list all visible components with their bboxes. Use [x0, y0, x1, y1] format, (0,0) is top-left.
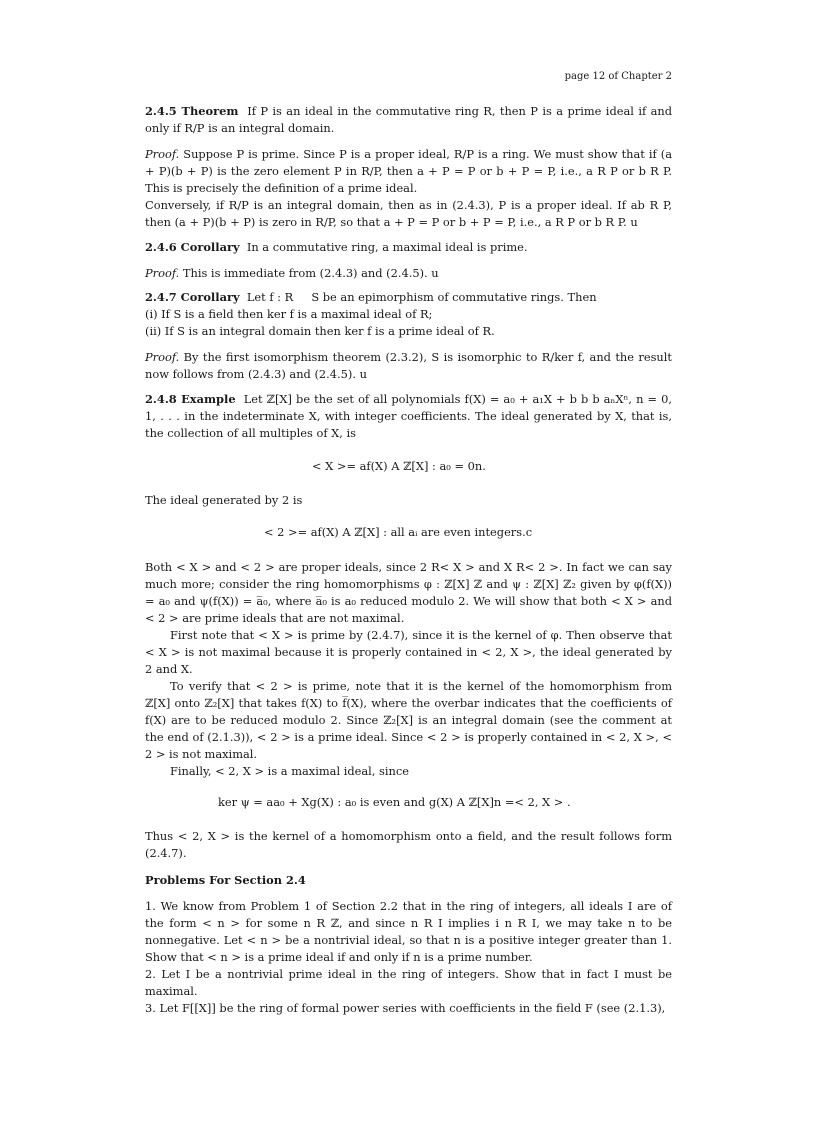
page-header: page 12 of Chapter 2 [564, 71, 672, 82]
problems-list [145, 898, 672, 1017]
corollary-2-4-7 [145, 289, 672, 340]
proof-label: Proof. [145, 147, 180, 161]
problems-heading: Problems For Section 2.4 [145, 873, 306, 887]
corollary-label: 2.4.6 Corollary [145, 240, 240, 254]
proof-2-4-6 [145, 265, 672, 282]
example-discussion [145, 559, 672, 780]
paragraph: Both < X > and < 2 > are proper ideals, since 2 R< X > and X R< 2 >. In fact we can say much more; consider the ring homomorphisms φ : ℤ[X] ℤ and ψ : ℤ[X] ℤ₂ given by φ(f(X)) = a₀ and ψ(f(X)) = a̅₀, where a̅₀ is a₀ reduced modulo 2. We will show that both < X > and < 2 > are prime ideals that are not maximal. [145, 560, 672, 625]
equation-ker-psi: ker ψ = aa₀ + Xg(X) : a₀ is even and g(X) A ℤ[X]n =< 2, X > . [218, 795, 571, 809]
proof-label: Proof. [145, 266, 180, 280]
corollary-item-i: (i) If S is a field then ker f is a maximal ideal of R; [145, 307, 433, 321]
theorem-text: If P is an ideal in the commutative ring R, then P is a prime ideal if and only if R/P is an integral domain. [145, 104, 673, 135]
corollary-item-ii: (ii) If S is an integral domain then ker f is a prime ideal of R. [145, 324, 495, 338]
problem-item: 3. Let F[[X]] be the ring of formal power series with coefficients in the field F (see (2.1.3), [145, 1001, 666, 1015]
corollary-2-4-6 [145, 239, 672, 256]
ideal-2-intro: The ideal generated by 2 is [145, 493, 303, 507]
example-label: 2.4.8 Example [145, 392, 236, 406]
proof-label: Proof. [145, 350, 180, 364]
equation-ideal-2: < 2 >= af(X) A ℤ[X] : all aᵢ are even integers.c [264, 525, 533, 539]
paragraph: Finally, < 2, X > is a maximal ideal, since [170, 764, 410, 778]
proof-2-4-5 [145, 146, 672, 231]
corollary-text: In a commutative ring, a maximal ideal is prime. [246, 240, 528, 254]
proof-text: This is immediate from (2.4.3) and (2.4.5). u [182, 266, 439, 280]
proof-para-1: Suppose P is prime. Since P is a proper ideal, R/P is a ring. We must show that if (a + P)(b + P) is the zero element P in R/P, then a + P = P or b + P = P, i.e., a R P or b R P. This is precisely the definition of a prime ideal. [145, 147, 672, 195]
corollary-text: Let f : R S be an epimorphism of commutative rings. Then [246, 290, 597, 304]
example-2-4-8 [145, 391, 672, 442]
example-text: Let ℤ[X] be the set of all polynomials f(X) = a₀ + a₁X + b b b aₙXⁿ, n = 0, 1, . . . in the indeterminate X, with integer coefficients. The ideal generated by X, that is, the collection of all multiples of X, is [145, 392, 672, 440]
proof-para-2: Conversely, if R/P is an integral domain, then as in (2.4.3), P is a proper ideal. If ab R P, then (a + P)(b + P) is zero in R/P, so that a + P = P or b + P = P, i.e., a R P or b R P. u [145, 198, 672, 229]
equation-ideal-x: < X >= af(X) A ℤ[X] : a₀ = 0n. [312, 459, 486, 473]
theorem-2-4-5 [145, 103, 672, 137]
proof-2-4-7 [145, 349, 672, 383]
problem-item: 2. Let I be a nontrivial prime ideal in the ring of integers. Show that in fact I must be maximal. [145, 967, 672, 998]
theorem-label: 2.4.5 Theorem [145, 104, 239, 118]
problem-item: 1. We know from Problem 1 of Section 2.2 that in the ring of integers, all ideals I are of the form < n > for some n R ℤ, and since n R I implies i n R I, we may take n to be nonnegative. Let < n > be a nontrivial ideal, so that n is a positive integer greater than 1. Show that < n > is a prime ideal if and only if n is a prime number. [145, 899, 672, 964]
paragraph: To verify that < 2 > is prime, note that it is the kernel of the homomorphism from ℤ[X] onto ℤ₂[X] that takes f(X) to f̅(X), where the overbar indicates that the coefficients of f(X) are to be reduced modulo 2. Since ℤ₂[X] is an integral domain (see the comment at the end of (2.1.3)), < 2 > is a prime ideal. Since < 2 > is properly contained in < 2, X >, < 2 > is not maximal. [145, 679, 672, 761]
proof-text: By the first isomorphism theorem (2.3.2), S is isomorphic to R/ker f, and the result now follows from (2.4.3) and (2.4.5). u [145, 350, 672, 381]
example-conclusion: Thus < 2, X > is the kernel of a homomorphism onto a field, and the result follows form (2.4.7). [145, 829, 672, 860]
corollary-label: 2.4.7 Corollary [145, 290, 240, 304]
paragraph: First note that < X > is prime by (2.4.7), since it is the kernel of φ. Then observe that < X > is not maximal because it is properly contained in < 2, X >, the ideal generated by 2 and X. [145, 628, 672, 676]
